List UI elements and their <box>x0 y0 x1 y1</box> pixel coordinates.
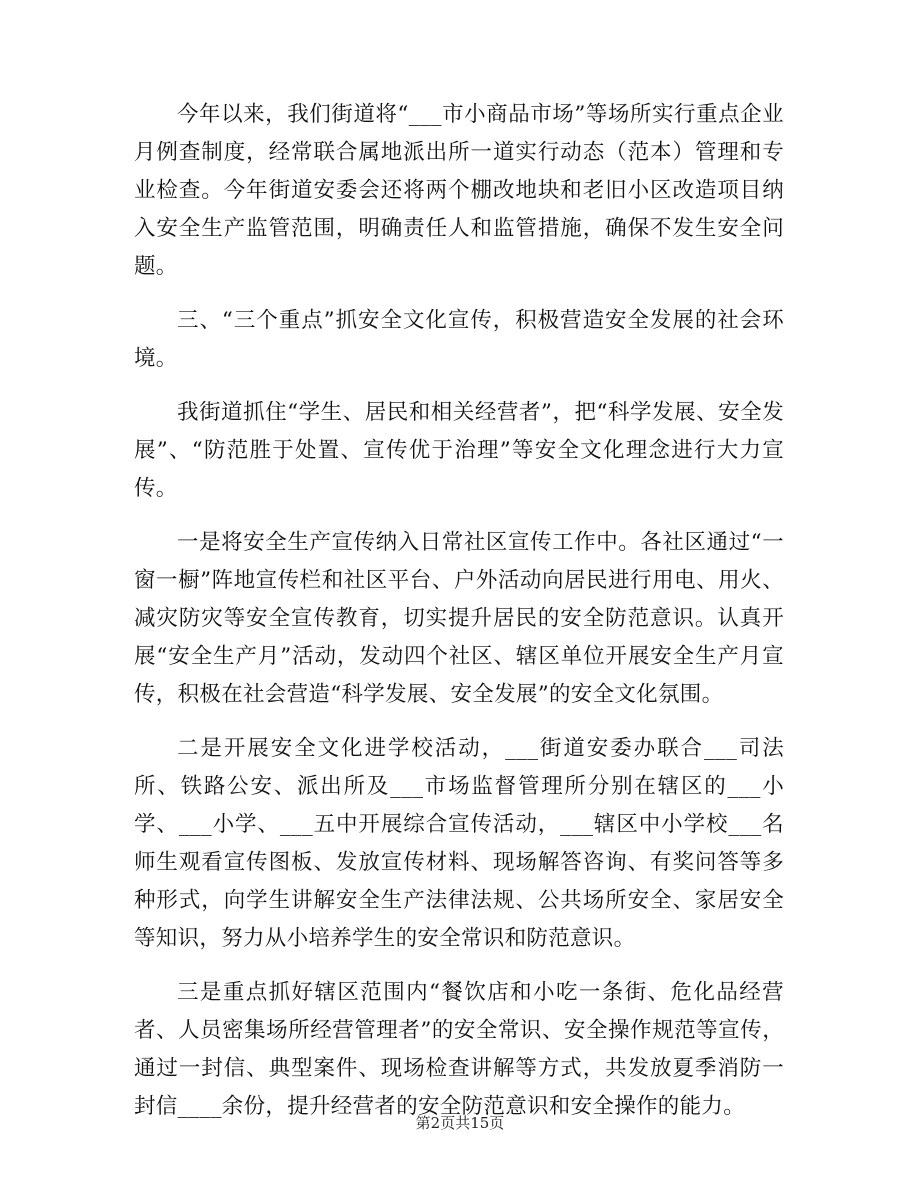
paragraph-5: 二是开展安全文化进学校活动，___街道安委办联合___司法所、铁路公安、派出所及___市场监督管理所分别在辖区的___小学、___小学、___五中开展综合宣传活动，___辖区中小学校___名师生观看宣传图板、发放宣传材料、现场解答咨询、有奖问答等多种形式，向学生讲解安全生产法律法规、公共场所安全、家居安全等知识，努力从小培养学生的安全常识和防范意识。 <box>134 736 784 951</box>
paragraph-3: 我街道抓住“学生、居民和相关经营者”，把“科学发展、安全发展”、“防范胜于处置、宣传优于治理”等安全文化理念进行大力宣传。 <box>134 400 784 501</box>
paragraph-2-section-heading: 三、“三个重点”抓安全文化宣传，积极营造安全发展的社会环境。 <box>134 308 784 371</box>
paragraph-4: 一是将安全生产宣传纳入日常社区宣传工作中。各社区通过“一窗一橱”阵地宣传栏和社区平台、户外活动向居民进行用电、用火、减灾防灾等安全宣传教育，切实提升居民的安全防范意识。认真开展“安全生产月”活动，发动四个社区、辖区单位开展安全生产月宣传，积极在社会营造“科学发展、安全发展”的安全文化氛围。 <box>134 530 784 707</box>
paragraph-6: 三是重点抓好辖区范围内“餐饮店和小吃一条街、危化品经营者、人员密集场所经营管理者”的安全常识、安全操作规范等宣传，通过一封信、典型案件、现场检查讲解等方式，共发放夏季消防一封信____余份，提升经营者的安全防范意识和安全操作的能力。 <box>134 980 784 1119</box>
paragraph-1: 今年以来，我们街道将“___市小商品市场”等场所实行重点企业月例查制度，经常联合属地派出所一道实行动态（范本）管理和专业检查。今年街道安委会还将两个棚改地块和老旧小区改造项目纳入安全生产监管范围，明确责任人和监管措施，确保不发生安全问题。 <box>134 102 784 279</box>
page-number-footer: 第2页共15页 <box>415 1114 505 1132</box>
document-body <box>134 96 784 1142</box>
